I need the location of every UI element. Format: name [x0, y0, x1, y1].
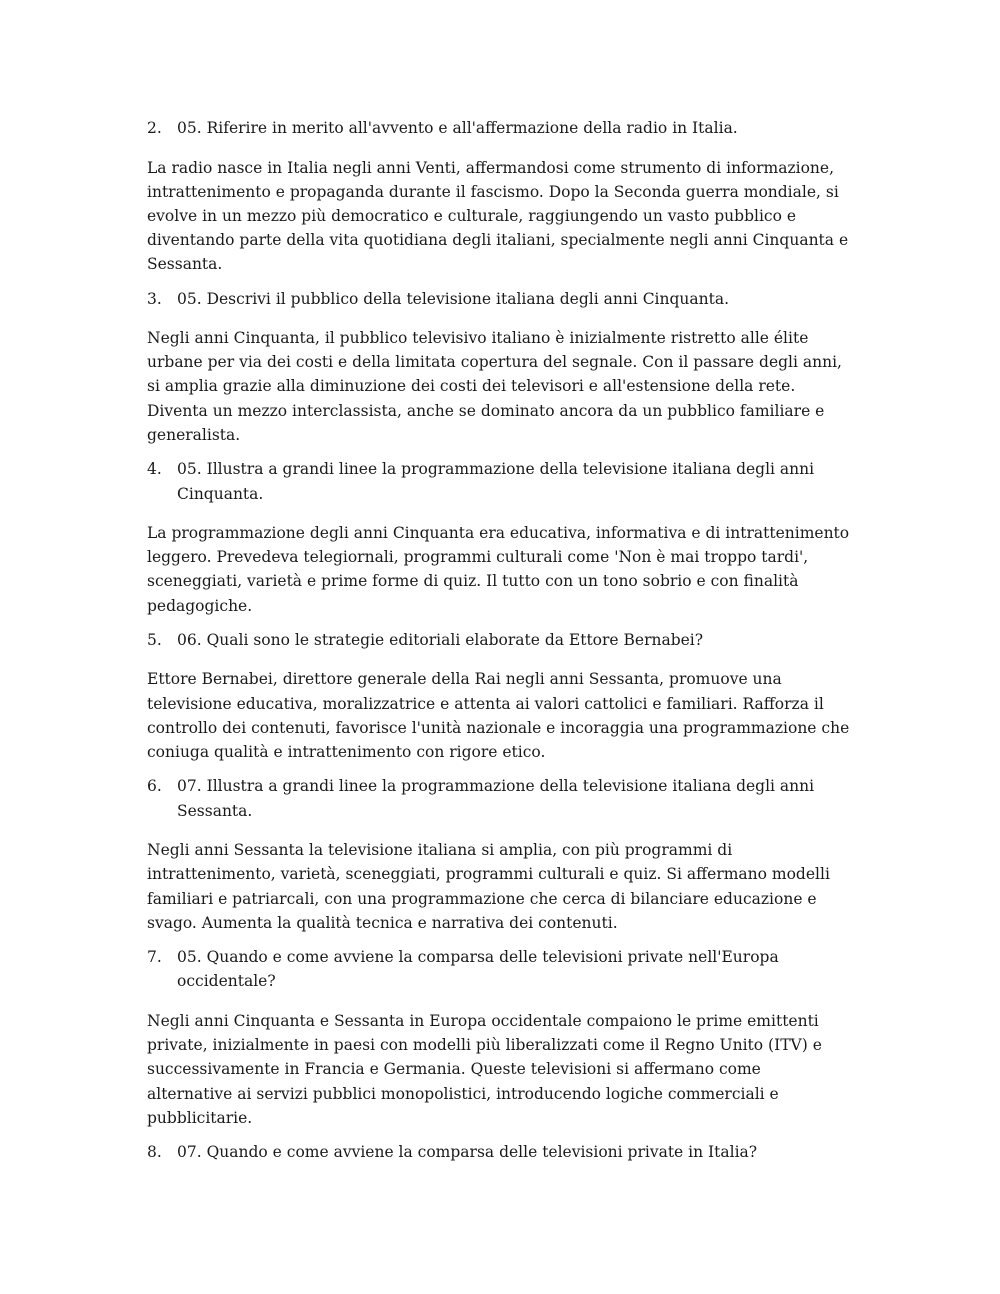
question-text: 07. Quando e come avviene la comparsa delle televisioni private in Italia?: [177, 1142, 758, 1161]
question-number: 2.: [147, 119, 162, 137]
question-number: 3.: [147, 289, 162, 308]
question-text: 05. Descrivi il pubblico della televisione italiana degli anni Cinquanta.: [177, 289, 730, 308]
question-number: 6.: [147, 777, 162, 796]
question-text: 07. Illustra a grandi linee la programmazione della televisione italiana degli anni Sessanta.: [177, 777, 815, 820]
question-number: 5.: [147, 630, 162, 649]
question-item-2: [147, 116, 851, 141]
question-number: 8.: [147, 1142, 162, 1161]
answer-paragraph: Ettore Bernabei, direttore generale della Rai negli anni Sessanta, promuove una televisione educativa, moralizzatrice e attenta ai valori cattolici e familiari. Rafforza il controllo dei contenuti, favorisce l'unità nazionale e incoraggia una programmazione che coniuga qualità e intrattenimento con rigore etico.: [147, 670, 850, 761]
question-number: 7.: [147, 947, 162, 966]
question-number: 4.: [147, 460, 162, 479]
answer-paragraph: Negli anni Sessanta la televisione italiana si amplia, con più programmi di intrattenimento, varietà, sceneggiati, programmi culturali e quiz. Si affermano modelli familiari e patriarcali, con una programmazione che cerca di bilanciare educazione e svago. Aumenta la qualità tecnica e narrativa dei contenuti.: [147, 841, 830, 932]
question-text: 05. Quando e come avviene la comparsa delle televisioni private nell'Europa occidentale?: [177, 947, 779, 991]
answer-paragraph: Negli anni Cinquanta, il pubblico televisivo italiano è inizialmente ristretto alle élite urbane per via dei costi e della limitata copertura del segnale. Con il passare degli anni, si amplia grazie alla diminuzione dei costi dei televisori e all'estensione della rete. Diventa un mezzo interclassista, anche se dominato ancora da un pubblico familiare e generalista.: [147, 329, 842, 444]
document-page: [147, 116, 851, 1179]
answer-paragraph: La programmazione degli anni Cinquanta era educativa, informativa e di intrattenimento leggero. Prevedeva telegiornali, programmi culturali come 'Non è mai troppo tardi', sceneggiati, varietà e prime forme di quiz. Il tutto con un tono sobrio e con finalità pedagogiche.: [147, 524, 850, 615]
question-text: 05. Riferire in merito all'avvento e all'affermazione della radio in Italia.: [177, 119, 738, 137]
question-item-3: [147, 287, 851, 312]
question-item-5: [147, 628, 851, 653]
answer-paragraph: Negli anni Cinquanta e Sessanta in Europa occidentale compaiono le prime emittenti private, inizialmente in paesi con modelli più liberalizzati come il Regno Unito (ITV) e successivamente in Francia e Germania. Queste televisioni si affermano come alternative ai servizi pubblici monopolistici, introducendo logiche commerciali e pubblicitarie.: [147, 1011, 822, 1127]
question-text: 06. Quali sono le strategie editoriali elaborate da Ettore Bernabei?: [177, 630, 704, 649]
answer-paragraph: La radio nasce in Italia negli anni Venti, affermandosi come strumento di informazione, intrattenimento e propaganda durante il fascismo. Dopo la Seconda guerra mondiale, si evolve in un mezzo più democratico e culturale, raggiungendo un vasto pubblico e diventando parte della vita quotidiana degli italiani, specialmente negli anni Cinquanta e Sessanta.: [147, 158, 849, 274]
question-item-4: [147, 457, 851, 506]
question-item-8: [147, 1140, 851, 1165]
question-item-7: [147, 945, 851, 994]
question-item-6: [147, 774, 851, 823]
question-text: 05. Illustra a grandi linee la programmazione della televisione italiana degli anni Cinquanta.: [177, 460, 815, 503]
